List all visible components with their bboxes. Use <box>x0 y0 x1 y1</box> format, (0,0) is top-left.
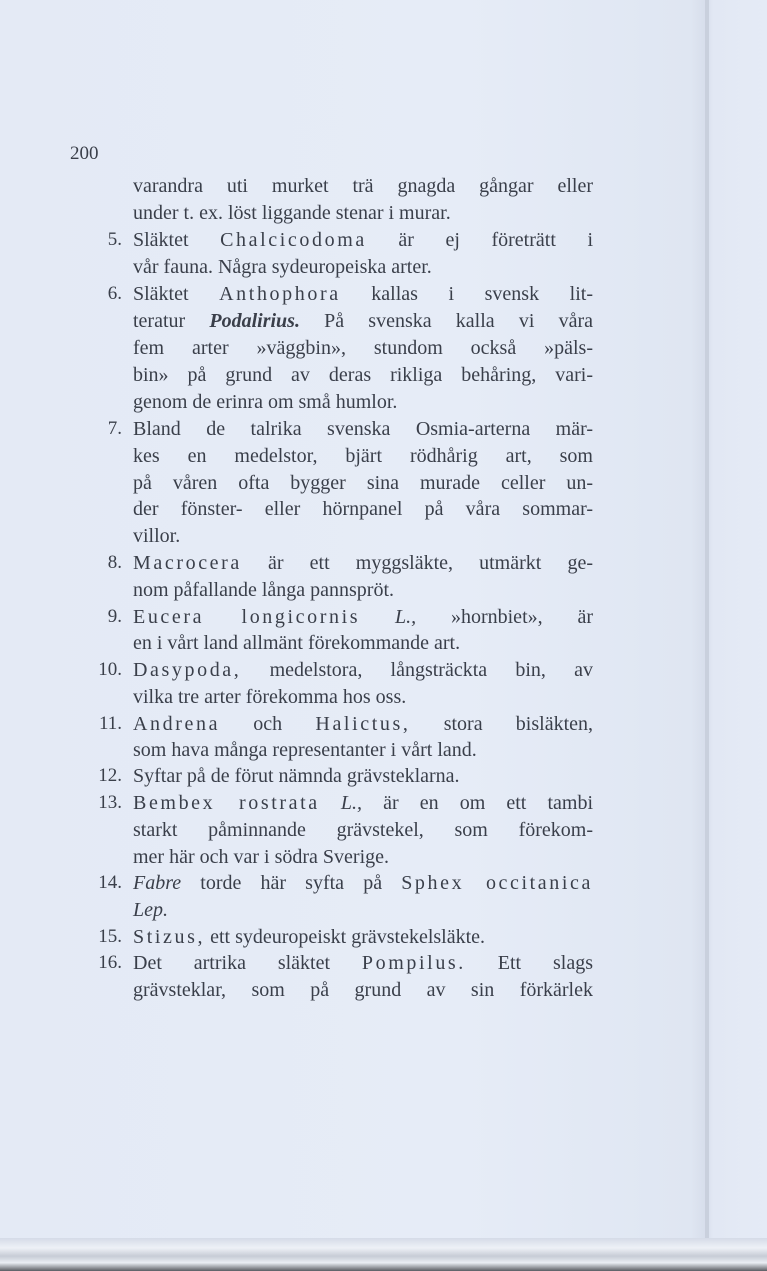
text-line <box>133 790 593 816</box>
text-segment: är ej företrätt i <box>366 229 593 251</box>
text-segment: varandra uti murket trä gnagda gångar eller <box>133 175 593 197</box>
text-segment <box>360 606 395 628</box>
genus-name: Stizus, <box>133 926 206 948</box>
text-segment: bin» på grund av deras rikliga behåring, vari- <box>133 364 593 386</box>
italic-text: Podalirius. <box>209 310 300 332</box>
note-number: 8. <box>107 552 122 573</box>
text-segment: en i vårt land allmänt förekommande art. <box>133 632 461 654</box>
note-number: 10. <box>98 659 122 680</box>
page-bottom-edge <box>0 1238 767 1271</box>
text-line <box>133 523 593 549</box>
genus-name: Halictus, <box>315 713 411 735</box>
text-line <box>133 416 593 442</box>
genus-name: Chalcicodoma <box>220 229 367 251</box>
note-number: 15. <box>98 926 122 947</box>
text-segment: »hornbiet», är <box>416 606 593 628</box>
text-segment: fem arter »väggbin», stundom också »päls- <box>133 337 593 359</box>
text-segment: Syftar på de förut nämnda grävsteklarna. <box>133 765 460 787</box>
note-number: 11. <box>98 713 122 734</box>
text-segment: der fönster- eller hörnpanel på våra sommar- <box>133 498 593 520</box>
genus-name: Eucera longicornis <box>133 606 361 628</box>
genus-name: Anthophora <box>219 283 341 305</box>
text-line <box>133 335 593 361</box>
text-line <box>133 200 593 226</box>
text-line <box>133 657 593 683</box>
text-line <box>133 711 593 737</box>
italic-text: L., <box>340 792 362 814</box>
text-segment: mer här och var i södra Sverige. <box>133 846 390 868</box>
text-segment: ett sydeuropeiskt grävstekelsläkte. <box>205 926 486 948</box>
text-segment: teratur <box>133 310 210 332</box>
text-line <box>133 924 593 950</box>
text-line <box>133 577 593 603</box>
text-segment: starkt påminnande grävstekel, som förekom- <box>133 819 593 841</box>
note-number: 16. <box>98 952 122 973</box>
text-line <box>133 763 593 789</box>
text-line <box>133 977 593 1003</box>
italic-text: L., <box>395 606 417 628</box>
text-segment <box>320 792 341 814</box>
text-segment: medelstora, långsträckta bin, av <box>241 659 593 681</box>
note-number: 5. <box>107 229 122 250</box>
text-segment: kallas i svensk lit- <box>340 283 594 305</box>
text-line <box>133 389 593 415</box>
text-segment: är en om ett tambi <box>361 792 594 814</box>
text-line <box>133 496 593 522</box>
note-number: 12. <box>98 765 122 786</box>
text-line <box>133 362 593 388</box>
text-segment: grävsteklar, som på grund av sin förkärlek <box>133 979 593 1001</box>
italic-text: Lep. <box>133 899 168 921</box>
text-line <box>133 630 593 656</box>
note-number: 13. <box>98 792 122 813</box>
text-segment: torde här syfta på <box>181 872 402 894</box>
text-line <box>133 227 593 253</box>
note-number: 6. <box>107 283 122 304</box>
note-number: 7. <box>107 418 122 439</box>
text-segment: Ett slags <box>465 952 593 974</box>
text-segment: Bland de talrika svenska Osmia-arterna mär- <box>133 418 593 440</box>
text-segment: Släktet <box>133 229 221 251</box>
text-line <box>133 870 593 896</box>
genus-name: Macrocera <box>133 552 242 574</box>
text-segment: som hava många representanter i vårt land. <box>133 739 477 761</box>
text-segment: villor. <box>133 525 181 547</box>
text-line <box>133 817 593 843</box>
page-number: 200 <box>70 143 99 164</box>
text-line <box>133 550 593 576</box>
text-segment: vår fauna. Några sydeuropeiska arter. <box>133 256 432 278</box>
text-segment: Det artrika släktet <box>133 952 362 974</box>
text-line <box>133 308 593 334</box>
text-segment: Släktet <box>133 283 220 305</box>
text-line <box>133 950 593 976</box>
text-segment: är ett myggsläkte, utmärkt ge- <box>241 552 593 574</box>
text-segment: genom de erinra om små humlor. <box>133 391 398 413</box>
text-segment: under t. ex. löst liggande stenar i murar. <box>133 202 451 224</box>
text-line <box>133 604 593 630</box>
genus-name: Bembex rostrata <box>133 792 320 814</box>
text-line <box>133 897 593 923</box>
text-line <box>133 254 593 280</box>
note-number: 14. <box>98 872 122 893</box>
text-line <box>133 844 593 870</box>
text-line <box>133 281 593 307</box>
genus-name: Dasypoda, <box>133 659 242 681</box>
text-segment: nom påfallande långa pannspröt. <box>133 579 395 601</box>
genus-name: Andrena <box>133 713 221 735</box>
text-line <box>133 173 593 199</box>
text-line <box>133 470 593 496</box>
text-line <box>133 737 593 763</box>
text-segment: på våren ofta bygger sina murade celler un- <box>133 472 593 494</box>
text-segment: stora bisläkten, <box>410 713 594 735</box>
note-number: 9. <box>107 606 122 627</box>
page-fold-edge <box>705 0 709 1240</box>
genus-name: Pompilus. <box>361 952 466 974</box>
text-segment: På svenska kalla vi våra <box>299 310 593 332</box>
text-segment: kes en medelstor, bjärt rödhårig art, som <box>133 445 593 467</box>
text-line <box>133 443 593 469</box>
text-segment: och <box>220 713 316 735</box>
text-segment: vilka tre arter förekomma hos oss. <box>133 686 407 708</box>
italic-text: Fabre <box>133 872 182 894</box>
text-line <box>133 684 593 710</box>
genus-name: Sphex occitanica <box>401 872 593 894</box>
